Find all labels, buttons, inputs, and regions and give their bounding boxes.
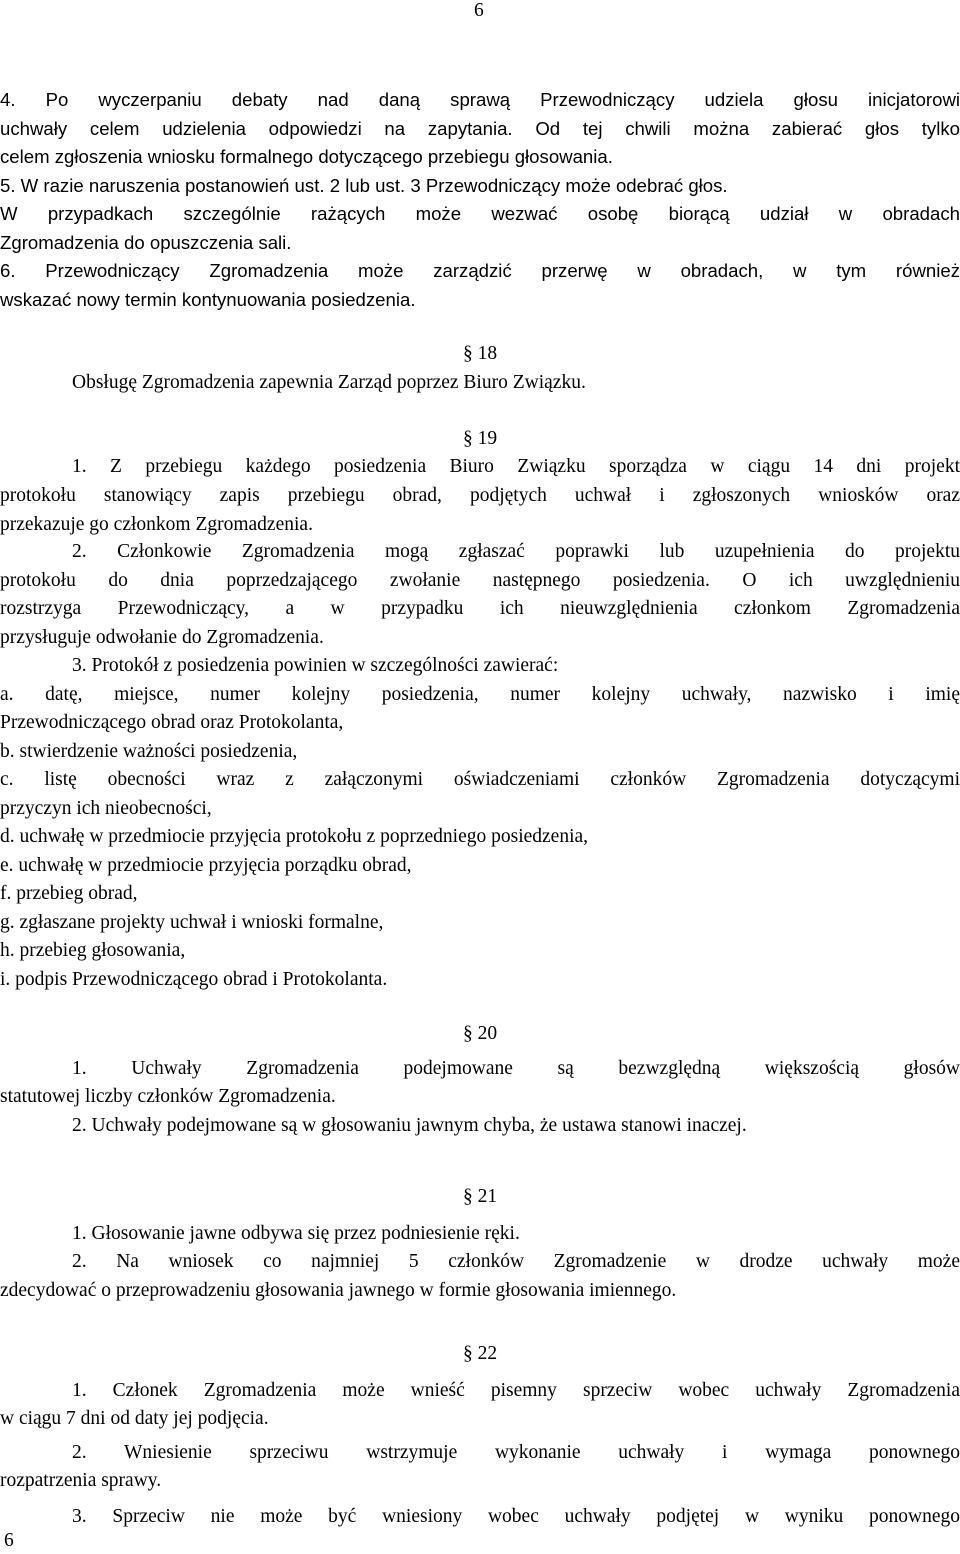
text-line: i. podpis Przewodniczącego obrad i Protokolanta.	[0, 969, 388, 990]
text-line: Przewodniczącego obrad oraz Protokolanta,	[0, 712, 344, 733]
text-line: protokołu stanowiący zapis przebiegu obrad, podjętych uchwał i zgłoszonych wniosków oraz	[0, 485, 960, 506]
text-line: 2. Na wniosek co najmniej 5 członków Zgromadzenie w drodze uchwały może	[72, 1251, 960, 1272]
footer-page-number: 6	[4, 1530, 14, 1551]
text-line: 2. Członkowie Zgromadzenia mogą zgłaszać poprawki lub uzupełnienia do projektu	[72, 541, 960, 562]
text-line: 2. Uchwały podejmowane są w głosowaniu jawnym chyba, że ustawa stanowi inaczej.	[72, 1115, 747, 1136]
section-heading: § 20	[462, 1023, 498, 1044]
text-line: przysługuje odwołanie do Zgromadzenia.	[0, 627, 324, 648]
text-line: b. stwierdzenie ważności posiedzenia,	[0, 741, 298, 762]
text-line: Obsługę Zgromadzenia zapewnia Zarząd poprzez Biuro Związku.	[72, 372, 586, 393]
text-line: h. przebieg głosowania,	[0, 940, 186, 961]
text-line: celem zgłoszenia wniosku formalnego dotyczącego przebiegu głosowania.	[0, 146, 613, 167]
text-line: a. datę, miejsce, numer kolejny posiedzenia, numer kolejny uchwały, nazwisko i imię	[0, 684, 960, 705]
text-line: c. listę obecności wraz z załączonymi oświadczeniami członków Zgromadzenia dotyczącymi	[0, 769, 960, 790]
text-line: 3. Sprzeciw nie może być wniesiony wobec uchwały podjętej w wyniku ponownego	[72, 1506, 960, 1527]
text-line: 2. Wniesienie sprzeciwu wstrzymuje wykonanie uchwały i wymaga ponownego	[72, 1442, 960, 1463]
text-line: przyczyn ich nieobecności,	[0, 798, 212, 819]
text-line: f. przebieg obrad,	[0, 883, 138, 904]
section-heading: § 19	[462, 428, 498, 449]
text-line: 1. Z przebiegu każdego posiedzenia Biuro Związku sporządza w ciągu 14 dni projekt	[72, 456, 960, 477]
text-line: 4. Po wyczerpaniu debaty nad daną sprawą Przewodniczący udziela głosu inicjatorowi	[0, 89, 960, 110]
text-line: rozstrzyga Przewodniczący, a w przypadku ich nieuwzględnienia członkom Zgromadzenia	[0, 598, 960, 619]
text-line: protokołu do dnia poprzedzającego zwołanie następnego posiedzenia. O ich uwzględnieniu	[0, 570, 960, 591]
text-line: 6. Przewodniczący Zgromadzenia może zarządzić przerwę w obradach, w tym również	[0, 260, 960, 281]
text-line: d. uchwałę w przedmiocie przyjęcia protokołu z poprzedniego posiedzenia,	[0, 826, 589, 847]
text-line: w ciągu 7 dni od daty jej podjęcia.	[0, 1408, 269, 1429]
text-line: statutowej liczby członków Zgromadzenia.	[0, 1086, 336, 1107]
text-line: g. zgłaszane projekty uchwał i wnioski formalne,	[0, 912, 384, 933]
text-line: e. uchwałę w przedmiocie przyjęcia porządku obrad,	[0, 855, 412, 876]
text-line: W przypadkach szczególnie rażących może wezwać osobę biorącą udział w obradach	[0, 203, 960, 224]
section-heading: § 21	[462, 1186, 498, 1207]
text-line: 5. W razie naruszenia postanowień ust. 2 lub ust. 3 Przewodniczący może odebrać głos.	[0, 175, 728, 196]
text-line: przekazuje go członkom Zgromadzenia.	[0, 514, 313, 535]
text-line: wskazać nowy termin kontynuowania posiedzenia.	[0, 289, 416, 310]
text-line: 3. Protokół z posiedzenia powinien w szczególności zawierać:	[72, 655, 559, 676]
text-line: 1. Członek Zgromadzenia może wnieść pisemny sprzeciw wobec uchwały Zgromadzenia	[72, 1380, 960, 1401]
text-line: uchwały celem udzielenia odpowiedzi na zapytania. Od tej chwili można zabierać głos tylko	[0, 118, 960, 139]
text-line: 1. Uchwały Zgromadzenia podejmowane są bezwzględną większością głosów	[72, 1058, 960, 1079]
section-heading: § 22	[462, 1343, 498, 1364]
section-heading: § 18	[462, 343, 498, 364]
text-line: zdecydować o przeprowadzeniu głosowania jawnego w formie głosowania imiennego.	[0, 1280, 677, 1301]
text-line: rozpatrzenia sprawy.	[0, 1470, 162, 1491]
header-page-number: 6	[474, 0, 484, 21]
text-line: 1. Głosowanie jawne odbywa się przez podniesienie ręki.	[72, 1223, 520, 1244]
text-line: Zgromadzenia do opuszczenia sali.	[0, 232, 292, 253]
